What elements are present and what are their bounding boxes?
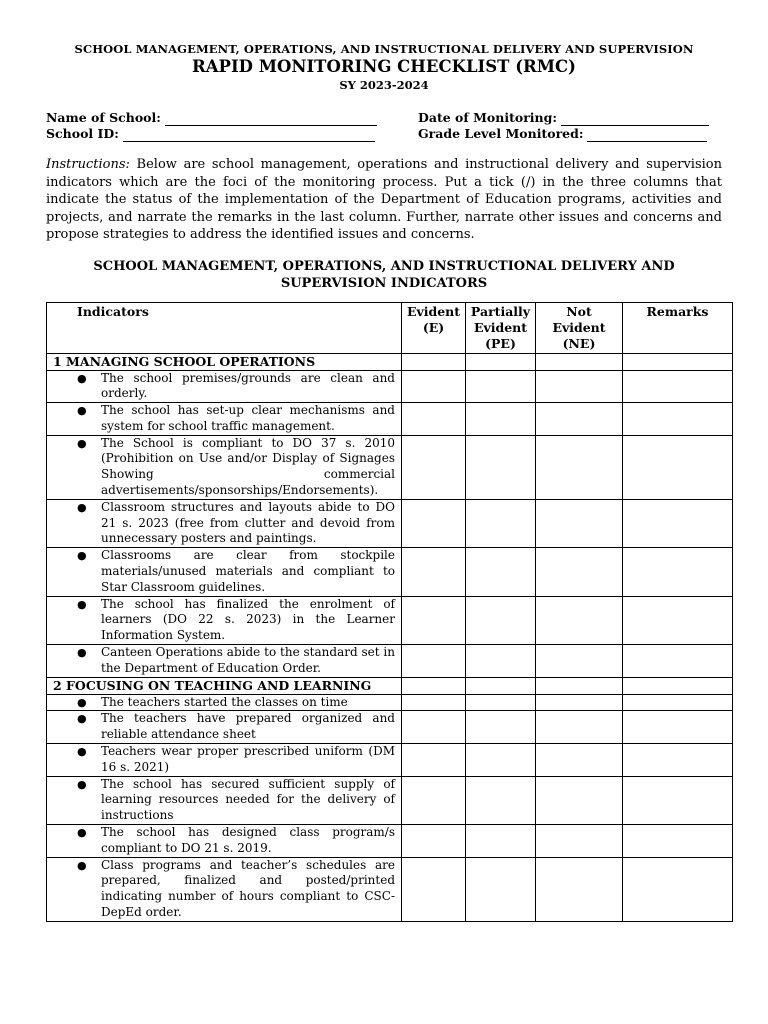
bullet-icon: ● (77, 777, 87, 791)
header-indicators: Indicators (47, 302, 402, 353)
indicator-cell (47, 370, 402, 403)
indicator-text: The school has finalized the enrolment of learners (DO 22 s. 2023) in the Learner Information System. (101, 596, 395, 643)
partially-evident-cell[interactable] (466, 744, 536, 777)
evident-cell[interactable] (402, 370, 466, 403)
indicator-cell (47, 548, 402, 596)
not-evident-cell[interactable] (536, 645, 623, 678)
indicator-text: Class programs and teacher’s schedules are prepared, finalized and posted/printed indicating number of hours compliant to CSC-DepEd order. (101, 857, 395, 919)
not-evident-cell[interactable] (536, 548, 623, 596)
evident-cell[interactable] (402, 435, 466, 499)
indicator-cell (47, 435, 402, 499)
table-row (47, 370, 733, 403)
remarks-cell[interactable] (623, 711, 733, 744)
indicator-cell (47, 499, 402, 547)
evident-cell[interactable] (402, 711, 466, 744)
category-title: 1 MANAGING SCHOOL OPERATIONS (47, 353, 402, 370)
indicator-text: The school premises/grounds are clean and orderly. (101, 370, 395, 401)
not-evident-cell[interactable] (536, 435, 623, 499)
remarks-cell[interactable] (623, 857, 733, 921)
evident-cell[interactable] (402, 645, 466, 678)
indicators-table (46, 302, 733, 922)
indicator-cell (47, 744, 402, 777)
bullet-icon: ● (77, 597, 87, 611)
date-of-monitoring-field[interactable] (561, 114, 709, 126)
indicator-text: Teachers wear proper prescribed uniform (DM 16 s. 2021) (101, 744, 395, 774)
evident-cell[interactable] (402, 694, 466, 711)
remarks-cell[interactable] (623, 825, 733, 858)
bullet-icon: ● (77, 858, 87, 872)
remarks-cell[interactable] (623, 403, 733, 436)
table-row (47, 403, 733, 436)
evident-cell[interactable] (402, 403, 466, 436)
school-id-label: School ID: (46, 126, 119, 141)
partially-evident-cell[interactable] (466, 711, 536, 744)
table-row (47, 744, 733, 777)
category-empty-cell (536, 353, 623, 370)
table-header-row (47, 302, 733, 353)
category-title: 2 FOCUSING ON TEACHING AND LEARNING (47, 677, 402, 694)
remarks-cell[interactable] (623, 435, 733, 499)
bullet-icon: ● (77, 826, 87, 840)
remarks-cell[interactable] (623, 744, 733, 777)
name-of-school-field[interactable] (165, 114, 377, 126)
remarks-cell[interactable] (623, 596, 733, 644)
date-of-monitoring-label: Date of Monitoring: (418, 110, 557, 125)
indicator-cell (47, 403, 402, 436)
name-of-school-label: Name of School: (46, 110, 161, 125)
table-row (47, 776, 733, 824)
category-empty-cell (402, 353, 466, 370)
table-row (47, 857, 733, 921)
evident-cell[interactable] (402, 825, 466, 858)
table-row (47, 711, 733, 744)
table-row (47, 596, 733, 644)
category-empty-cell (623, 677, 733, 694)
grade-level-row (418, 126, 709, 142)
evident-cell[interactable] (402, 776, 466, 824)
document-header (46, 42, 722, 92)
partially-evident-cell[interactable] (466, 499, 536, 547)
school-id-field[interactable] (123, 130, 375, 142)
table-row (47, 645, 733, 678)
indicator-cell (47, 857, 402, 921)
table-row (47, 825, 733, 858)
indicator-cell (47, 645, 402, 678)
indicator-text: The teachers started the classes on time (101, 694, 348, 709)
bullet-icon: ● (77, 549, 87, 563)
category-empty-cell (623, 353, 733, 370)
name-of-school-row (46, 110, 418, 126)
evident-cell[interactable] (402, 596, 466, 644)
partially-evident-cell[interactable] (466, 825, 536, 858)
bullet-icon: ● (77, 436, 87, 450)
header-remarks: Remarks (623, 302, 733, 353)
category-empty-cell (536, 677, 623, 694)
not-evident-cell[interactable] (536, 403, 623, 436)
instructions-text: Below are school management, operations and instructional delivery and supervision indicators which are the foci of the monitoring process. Put a tick (/) in the three columns that indicate the status of the implementation of the Department of Education programs, activities and projects, and narrate the remarks in the last column. Further, narrate other issues and concerns and propose strategies to address the identified issues and concerns. (46, 157, 722, 242)
indicator-text: The school has designed class program/s compliant to DO 21 s. 2019. (101, 825, 395, 855)
remarks-cell[interactable] (623, 645, 733, 678)
indicator-cell (47, 776, 402, 824)
school-id-row (46, 126, 418, 142)
bullet-icon: ● (77, 745, 87, 759)
grade-level-field[interactable] (587, 130, 707, 142)
super-title: SCHOOL MANAGEMENT, OPERATIONS, AND INSTRUCTIONAL DELIVERY AND SUPERVISION (74, 42, 694, 56)
partially-evident-cell[interactable] (466, 370, 536, 403)
partially-evident-cell[interactable] (466, 645, 536, 678)
form-fields-left (46, 110, 418, 142)
category-row (47, 353, 733, 370)
category-empty-cell (402, 677, 466, 694)
remarks-cell[interactable] (623, 499, 733, 547)
remarks-cell[interactable] (623, 370, 733, 403)
bullet-icon: ● (77, 404, 87, 418)
grade-level-label: Grade Level Monitored: (418, 126, 584, 141)
indicator-text: The school has secured sufficient supply of learning resources needed for the delivery of instructions (101, 776, 395, 823)
indicator-text: The teachers have prepared organized and reliable attendance sheet (101, 711, 395, 742)
not-evident-cell[interactable] (536, 499, 623, 547)
not-evident-cell[interactable] (536, 776, 623, 824)
remarks-cell[interactable] (623, 694, 733, 711)
indicator-cell (47, 711, 402, 744)
category-empty-cell (466, 353, 536, 370)
partially-evident-cell[interactable] (466, 596, 536, 644)
partially-evident-cell[interactable] (466, 776, 536, 824)
not-evident-cell[interactable] (536, 825, 623, 858)
document-title: RAPID MONITORING CHECKLIST (RMC) (192, 57, 576, 76)
remarks-cell[interactable] (623, 548, 733, 596)
partially-evident-cell[interactable] (466, 403, 536, 436)
indicator-text: Classroom structures and layouts abide to DO 21 s. 2023 (free from clutter and devoid from unnecessary posters and paintings. (101, 499, 395, 546)
remarks-cell[interactable] (623, 776, 733, 824)
evident-cell[interactable] (402, 499, 466, 547)
indicator-cell (47, 825, 402, 858)
bullet-icon: ● (77, 646, 87, 660)
instructions-label: Instructions: (46, 157, 130, 172)
partially-evident-cell[interactable] (466, 435, 536, 499)
bullet-icon: ● (77, 371, 87, 385)
partially-evident-cell[interactable] (466, 857, 536, 921)
not-evident-cell[interactable] (536, 370, 623, 403)
bullet-icon: ● (77, 695, 87, 709)
not-evident-cell[interactable] (536, 744, 623, 777)
category-row (47, 677, 733, 694)
table-row (47, 548, 733, 596)
not-evident-cell[interactable] (536, 694, 623, 711)
partially-evident-cell[interactable] (466, 548, 536, 596)
not-evident-cell[interactable] (536, 857, 623, 921)
table-row (47, 499, 733, 547)
category-empty-cell (466, 677, 536, 694)
not-evident-cell[interactable] (536, 711, 623, 744)
indicator-text: Classrooms are clear from stockpile materials/unused materials and compliant to Star Classroom guidelines. (101, 548, 395, 594)
evident-cell[interactable] (402, 744, 466, 777)
indicator-cell (47, 596, 402, 644)
date-of-monitoring-row (418, 110, 709, 126)
indicator-text: The school has set-up clear mechanisms and system for school traffic management. (101, 403, 395, 433)
evident-cell[interactable] (402, 548, 466, 596)
instructions-paragraph (46, 156, 722, 244)
form-fields (46, 110, 722, 142)
table-row (47, 694, 733, 711)
form-fields-right (418, 110, 709, 142)
school-year: SY 2023-2024 (339, 78, 429, 92)
indicator-text: The School is compliant to DO 37 s. 2010 (Prohibition on Use and/or Display of Signages Showing commercial advertisements/sponsorships/Endorsements). (101, 435, 395, 498)
header-not-evident: Not Evident (NE) (536, 302, 623, 353)
table-row (47, 435, 733, 499)
bullet-icon: ● (77, 712, 87, 726)
section-title: SCHOOL MANAGEMENT, OPERATIONS, AND INSTRUCTIONAL DELIVERY AND SUPERVISION INDICATORS (93, 258, 675, 291)
not-evident-cell[interactable] (536, 596, 623, 644)
header-partially-evident: Partially Evident (PE) (466, 302, 536, 353)
indicator-cell (47, 694, 402, 711)
indicator-text: Canteen Operations abide to the standard set in the Department of Education Order. (101, 645, 395, 675)
evident-cell[interactable] (402, 857, 466, 921)
bullet-icon: ● (77, 500, 87, 514)
header-evident: Evident (E) (402, 302, 466, 353)
partially-evident-cell[interactable] (466, 694, 536, 711)
